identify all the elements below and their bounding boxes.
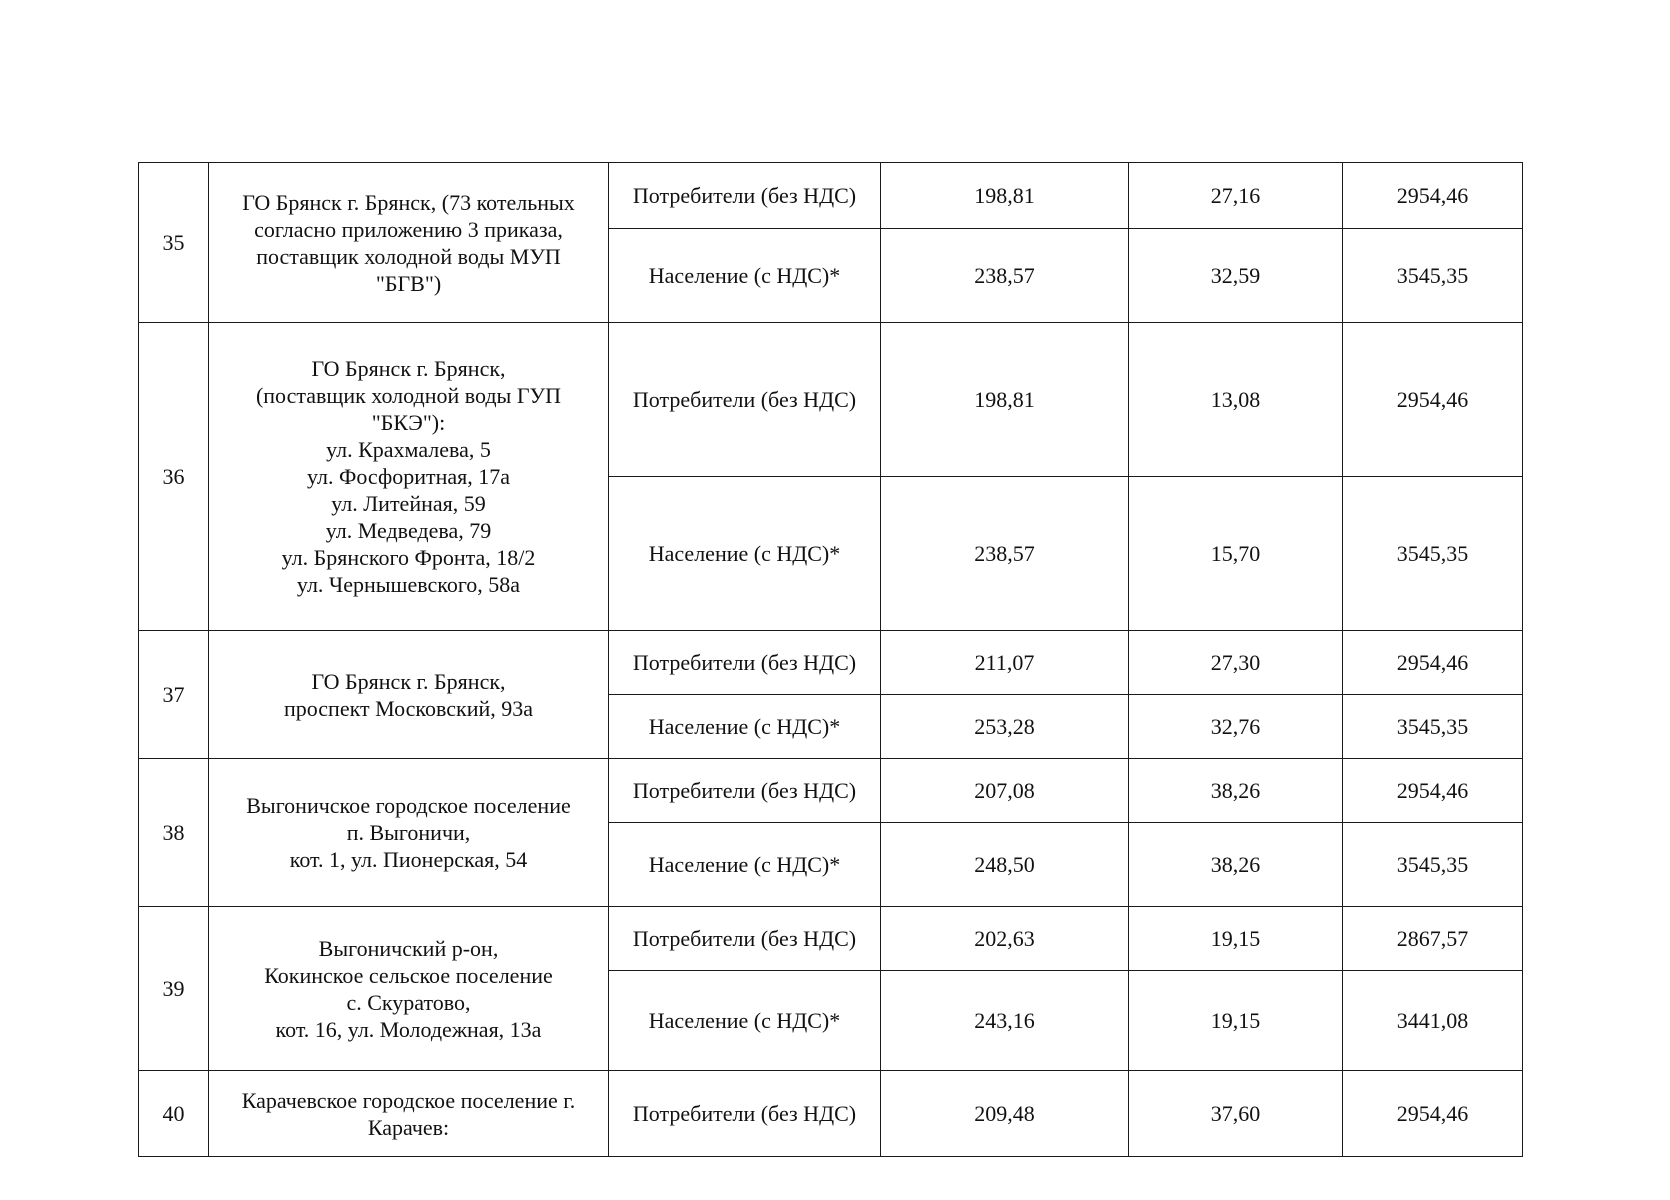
tariff-value-2: 38,26 bbox=[1129, 823, 1343, 907]
consumer-category: Потребители (без НДС) bbox=[609, 631, 881, 695]
tariff-value-2: 19,15 bbox=[1129, 907, 1343, 971]
address-cell bbox=[209, 759, 609, 907]
table-row bbox=[139, 631, 1523, 695]
address-line: Карачевское городское поселение г. bbox=[241, 1087, 576, 1113]
tariff-value-3: 2954,46 bbox=[1343, 631, 1523, 695]
address-line: кот. 16, ул. Молодежная, 13а bbox=[275, 1016, 542, 1042]
address-cell bbox=[209, 907, 609, 1071]
tariff-value-2: 32,76 bbox=[1129, 695, 1343, 759]
address-line: поставщик холодной воды МУП bbox=[256, 243, 561, 269]
consumer-category: Потребители (без НДС) bbox=[609, 163, 881, 229]
address-line: ул. Чернышевского, 58а bbox=[296, 572, 521, 597]
tariff-value-2: 37,60 bbox=[1129, 1071, 1343, 1157]
tariff-value-2: 19,15 bbox=[1129, 971, 1343, 1071]
table-row bbox=[139, 1071, 1523, 1157]
consumer-category: Потребители (без НДС) bbox=[609, 323, 881, 477]
tariff-value-1: 243,16 bbox=[881, 971, 1129, 1071]
tariff-value-2: 38,26 bbox=[1129, 759, 1343, 823]
address-line: ул. Фосфоритная, 17а bbox=[306, 464, 511, 489]
tariff-value-3: 3545,35 bbox=[1343, 695, 1523, 759]
consumer-category: Потребители (без НДС) bbox=[609, 1071, 881, 1157]
address-line: Выгоничский р-он, bbox=[318, 935, 499, 961]
tariff-value-2: 32,59 bbox=[1129, 229, 1343, 323]
row-number: 37 bbox=[139, 631, 209, 759]
tariff-value-1: 248,50 bbox=[881, 823, 1129, 907]
tariff-table bbox=[138, 162, 1523, 1157]
address-line: п. Выгоничи, bbox=[346, 820, 471, 845]
tariff-value-3: 3545,35 bbox=[1343, 477, 1523, 631]
address-line: (поставщик холодной воды ГУП bbox=[255, 383, 562, 408]
address-line: кот. 1, ул. Пионерская, 54 bbox=[289, 847, 528, 872]
tariff-value-3: 2954,46 bbox=[1343, 163, 1523, 229]
consumer-category: Потребители (без НДС) bbox=[609, 907, 881, 971]
tariff-value-1: 238,57 bbox=[881, 477, 1129, 631]
table-row bbox=[139, 323, 1523, 477]
tariff-value-1: 209,48 bbox=[881, 1071, 1129, 1157]
address-line: "БКЭ"): bbox=[371, 410, 446, 435]
consumer-category: Население (с НДС)* bbox=[609, 477, 881, 631]
address-line: согласно приложению 3 приказа, bbox=[254, 216, 563, 242]
consumer-category: Население (с НДС)* bbox=[609, 229, 881, 323]
address-cell bbox=[209, 323, 609, 631]
tariff-value-3: 3545,35 bbox=[1343, 229, 1523, 323]
consumer-category: Население (с НДС)* bbox=[609, 971, 881, 1071]
table-body bbox=[139, 163, 1523, 1157]
row-number: 36 bbox=[139, 323, 209, 631]
tariff-value-3: 2954,46 bbox=[1343, 759, 1523, 823]
tariff-value-3: 3441,08 bbox=[1343, 971, 1523, 1071]
tariff-value-3: 2954,46 bbox=[1343, 323, 1523, 477]
address-line: Кокинское сельское поселение bbox=[264, 962, 553, 988]
tariff-value-2: 27,16 bbox=[1129, 163, 1343, 229]
address-line: ул. Брянского Фронта, 18/2 bbox=[281, 545, 536, 570]
tariff-value-1: 207,08 bbox=[881, 759, 1129, 823]
tariff-value-2: 13,08 bbox=[1129, 323, 1343, 477]
address-line: с. Скуратово, bbox=[346, 989, 471, 1015]
consumer-category: Потребители (без НДС) bbox=[609, 759, 881, 823]
tariff-value-2: 27,30 bbox=[1129, 631, 1343, 695]
address-line: проспект Московский, 93а bbox=[283, 695, 534, 721]
tariff-value-2: 15,70 bbox=[1129, 477, 1343, 631]
address-cell bbox=[209, 163, 609, 323]
tariff-value-1: 202,63 bbox=[881, 907, 1129, 971]
address-line: "БГВ") bbox=[375, 270, 442, 296]
consumer-category: Население (с НДС)* bbox=[609, 823, 881, 907]
row-number: 39 bbox=[139, 907, 209, 1071]
address-line: ГО Брянск г. Брянск, bbox=[311, 668, 506, 694]
table-row bbox=[139, 907, 1523, 971]
address-line: Карачев: bbox=[367, 1114, 450, 1140]
address-line: ГО Брянск г. Брянск, bbox=[311, 356, 506, 381]
tariff-value-3: 2954,46 bbox=[1343, 1071, 1523, 1157]
tariff-value-3: 3545,35 bbox=[1343, 823, 1523, 907]
tariff-value-1: 198,81 bbox=[881, 323, 1129, 477]
address-line: ул. Медведева, 79 bbox=[325, 518, 492, 543]
tariff-value-1: 198,81 bbox=[881, 163, 1129, 229]
address-line: ул. Литейная, 59 bbox=[331, 491, 486, 516]
address-cell bbox=[209, 631, 609, 759]
address-line: ГО Брянск г. Брянск, (73 котельных bbox=[242, 189, 575, 215]
row-number: 40 bbox=[139, 1071, 209, 1157]
address-cell bbox=[209, 1071, 609, 1157]
table-row bbox=[139, 163, 1523, 229]
tariff-value-1: 253,28 bbox=[881, 695, 1129, 759]
row-number: 35 bbox=[139, 163, 209, 323]
consumer-category: Население (с НДС)* bbox=[609, 695, 881, 759]
address-line: ул. Крахмалева, 5 bbox=[326, 437, 491, 462]
tariff-value-1: 211,07 bbox=[881, 631, 1129, 695]
row-number: 38 bbox=[139, 759, 209, 907]
tariff-value-1: 238,57 bbox=[881, 229, 1129, 323]
table-row bbox=[139, 759, 1523, 823]
address-line: Выгоничское городское поселение bbox=[246, 793, 571, 818]
tariff-value-3: 2867,57 bbox=[1343, 907, 1523, 971]
